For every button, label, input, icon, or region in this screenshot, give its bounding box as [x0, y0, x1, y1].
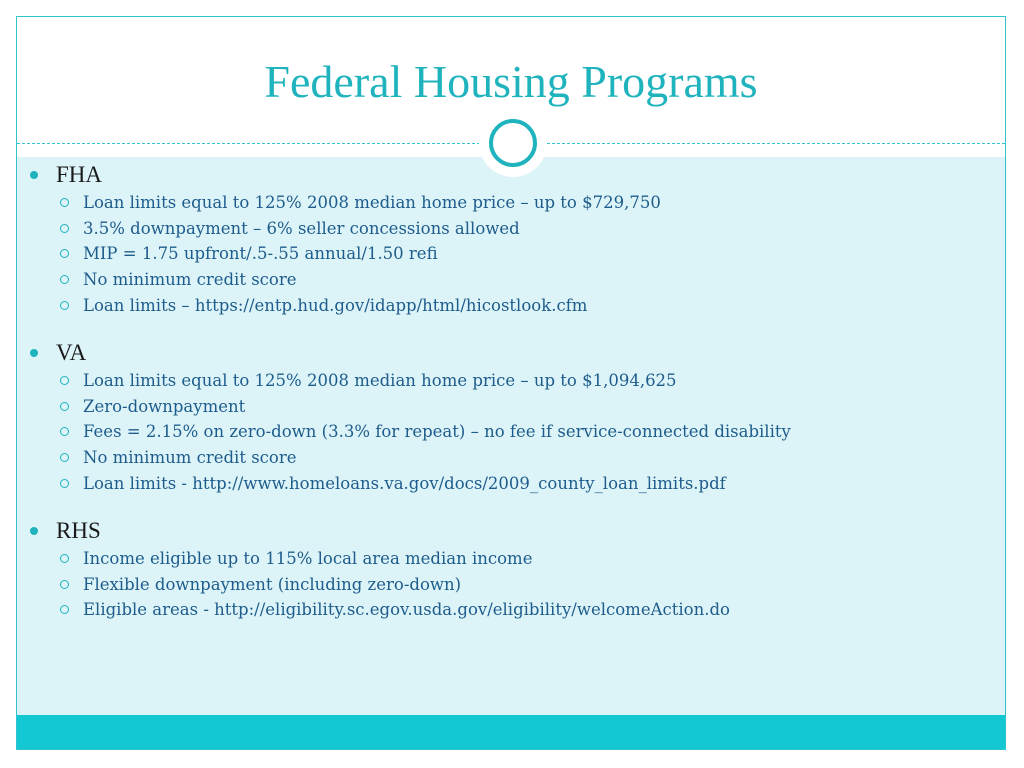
- list-item-text: Income eligible up to 115% local area median income: [83, 549, 533, 569]
- list-item-text: Fees = 2.15% on zero-down (3.3% for repeat) – no fee if service-connected disability: [83, 422, 791, 442]
- ring-bullet-icon: [60, 275, 69, 284]
- list-item-text: Loan limits – https://entp.hud.gov/idapp/html/hicostlook.cfm: [83, 295, 588, 315]
- list-item: [30, 292, 970, 318]
- ring-bullet-icon: [60, 224, 69, 233]
- ring-bullet-icon: [60, 554, 69, 563]
- ring-bullet-icon: [60, 376, 69, 385]
- bullet-dot-icon: [30, 527, 38, 535]
- section-heading: [30, 160, 970, 190]
- ring-bullet-icon: [60, 249, 69, 258]
- section-label: RHS: [56, 517, 101, 543]
- list-item-text: Loan limits - http://www.homeloans.va.gov/docs/2009_county_loan_limits.pdf: [83, 473, 726, 493]
- ring-bullet-icon: [60, 479, 69, 488]
- ring-bullet-icon: [60, 605, 69, 614]
- list-item: [30, 597, 970, 623]
- section-fha: [30, 160, 970, 318]
- ring-bullet-icon: [60, 580, 69, 589]
- section-label: VA: [56, 339, 87, 365]
- list-item-text: Eligible areas - http://eligibility.sc.egov.usda.gov/eligibility/welcomeAction.do: [83, 600, 730, 620]
- ring-bullet-icon: [60, 402, 69, 411]
- ring-bullet-icon: [60, 301, 69, 310]
- list-item: [30, 572, 970, 598]
- bullet-dot-icon: [30, 349, 38, 357]
- list-item-text: Loan limits equal to 125% 2008 median home price – up to $1,094,625: [83, 371, 677, 391]
- list-item-text: Loan limits equal to 125% 2008 median home price – up to $729,750: [83, 193, 661, 213]
- list-item: [30, 368, 970, 394]
- list-item: [30, 267, 970, 293]
- bullet-dot-icon: [30, 171, 38, 179]
- list-item-text: Zero-downpayment: [83, 396, 246, 416]
- list-item: [30, 470, 970, 496]
- list-item-text: 3.5% downpayment – 6% seller concessions allowed: [83, 218, 520, 238]
- list-item: [30, 241, 970, 267]
- list-item-text: No minimum credit score: [83, 270, 297, 290]
- list-item: [30, 419, 970, 445]
- bullet-content: [30, 160, 970, 643]
- ring-bullet-icon: [60, 427, 69, 436]
- list-item: [30, 190, 970, 216]
- section-heading: [30, 338, 970, 368]
- list-item-text: No minimum credit score: [83, 448, 297, 468]
- footer-band: [17, 715, 1005, 749]
- ring-bullet-icon: [60, 453, 69, 462]
- list-item: [30, 445, 970, 471]
- list-item: [30, 394, 970, 420]
- list-item: [30, 216, 970, 242]
- ring-bullet-icon: [60, 198, 69, 207]
- section-rhs: [30, 516, 970, 623]
- section-label: FHA: [56, 162, 103, 187]
- list-item-text: Flexible downpayment (including zero-down): [83, 574, 462, 594]
- list-item: [30, 546, 970, 572]
- section-heading: [30, 516, 970, 546]
- slide-title: Federal Housing Programs: [264, 56, 758, 107]
- list-item-text: MIP = 1.75 upfront/.5-.55 annual/1.50 refi: [83, 244, 438, 264]
- section-va: [30, 338, 970, 496]
